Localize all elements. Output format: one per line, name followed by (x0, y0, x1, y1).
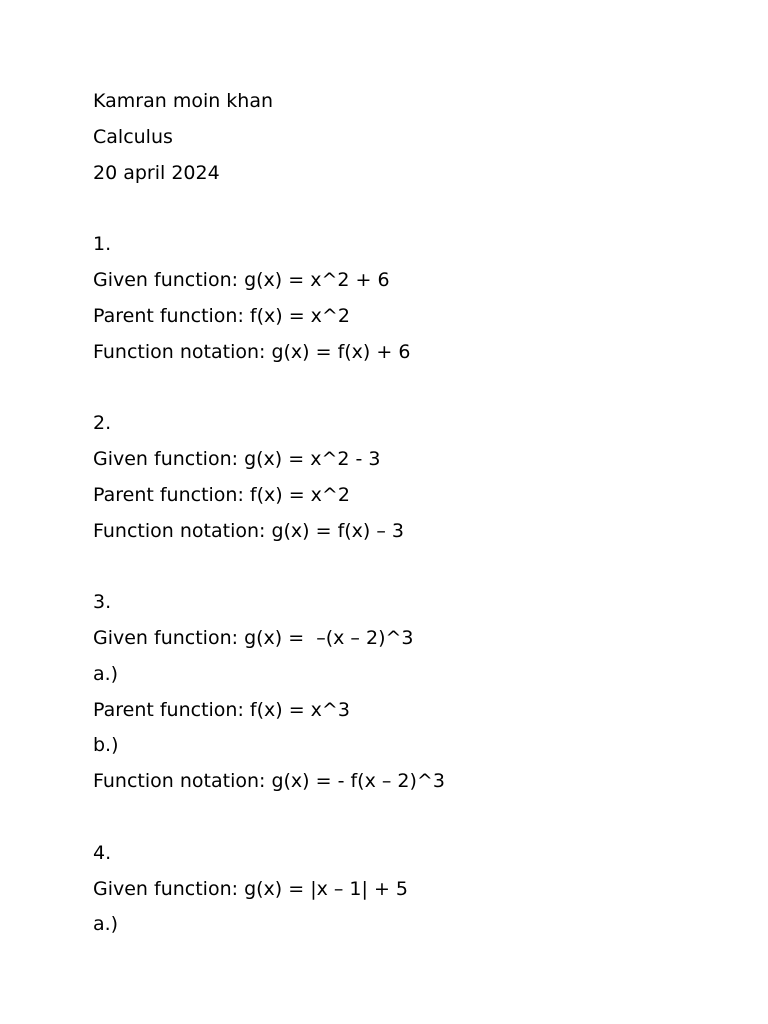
problem-1-number: 1. (93, 233, 112, 256)
course-name: Calculus (93, 125, 173, 148)
problem-3-parent: Parent function: f(x) = x^3 (93, 698, 350, 721)
problem-2-notation: Function notation: g(x) = f(x) – 3 (93, 519, 405, 542)
problem-4-number: 4. (93, 841, 112, 864)
problem-3-part-a: a.) (93, 662, 119, 685)
problem-4-part-a: a.) (93, 913, 119, 936)
problem-3-notation: Function notation: g(x) = - f(x – 2)^3 (93, 770, 445, 793)
author-name: Kamran moin khan (93, 90, 274, 112)
problem-4-given: Given function: g(x) = |x – 1| + 5 (93, 877, 409, 900)
problem-1-notation: Function notation: g(x) = f(x) + 6 (93, 340, 411, 363)
problem-3-given: Given function: g(x) = –(x – 2)^3 (93, 626, 414, 649)
problem-2-parent: Parent function: f(x) = x^2 (93, 483, 350, 506)
blank-line (93, 549, 733, 585)
blank-line (93, 191, 733, 227)
problem-3-number: 3. (93, 591, 112, 614)
problem-2-number: 2. (93, 412, 112, 435)
document-page (93, 84, 733, 943)
problem-2-given: Given function: g(x) = x^2 - 3 (93, 447, 381, 470)
blank-line (93, 800, 733, 836)
blank-line (93, 370, 733, 406)
problem-1-parent: Parent function: f(x) = x^2 (93, 304, 350, 327)
problem-3-part-b: b.) (93, 734, 119, 757)
problem-1-given: Given function: g(x) = x^2 + 6 (93, 268, 390, 291)
document-date: 20 april 2024 (93, 161, 220, 184)
